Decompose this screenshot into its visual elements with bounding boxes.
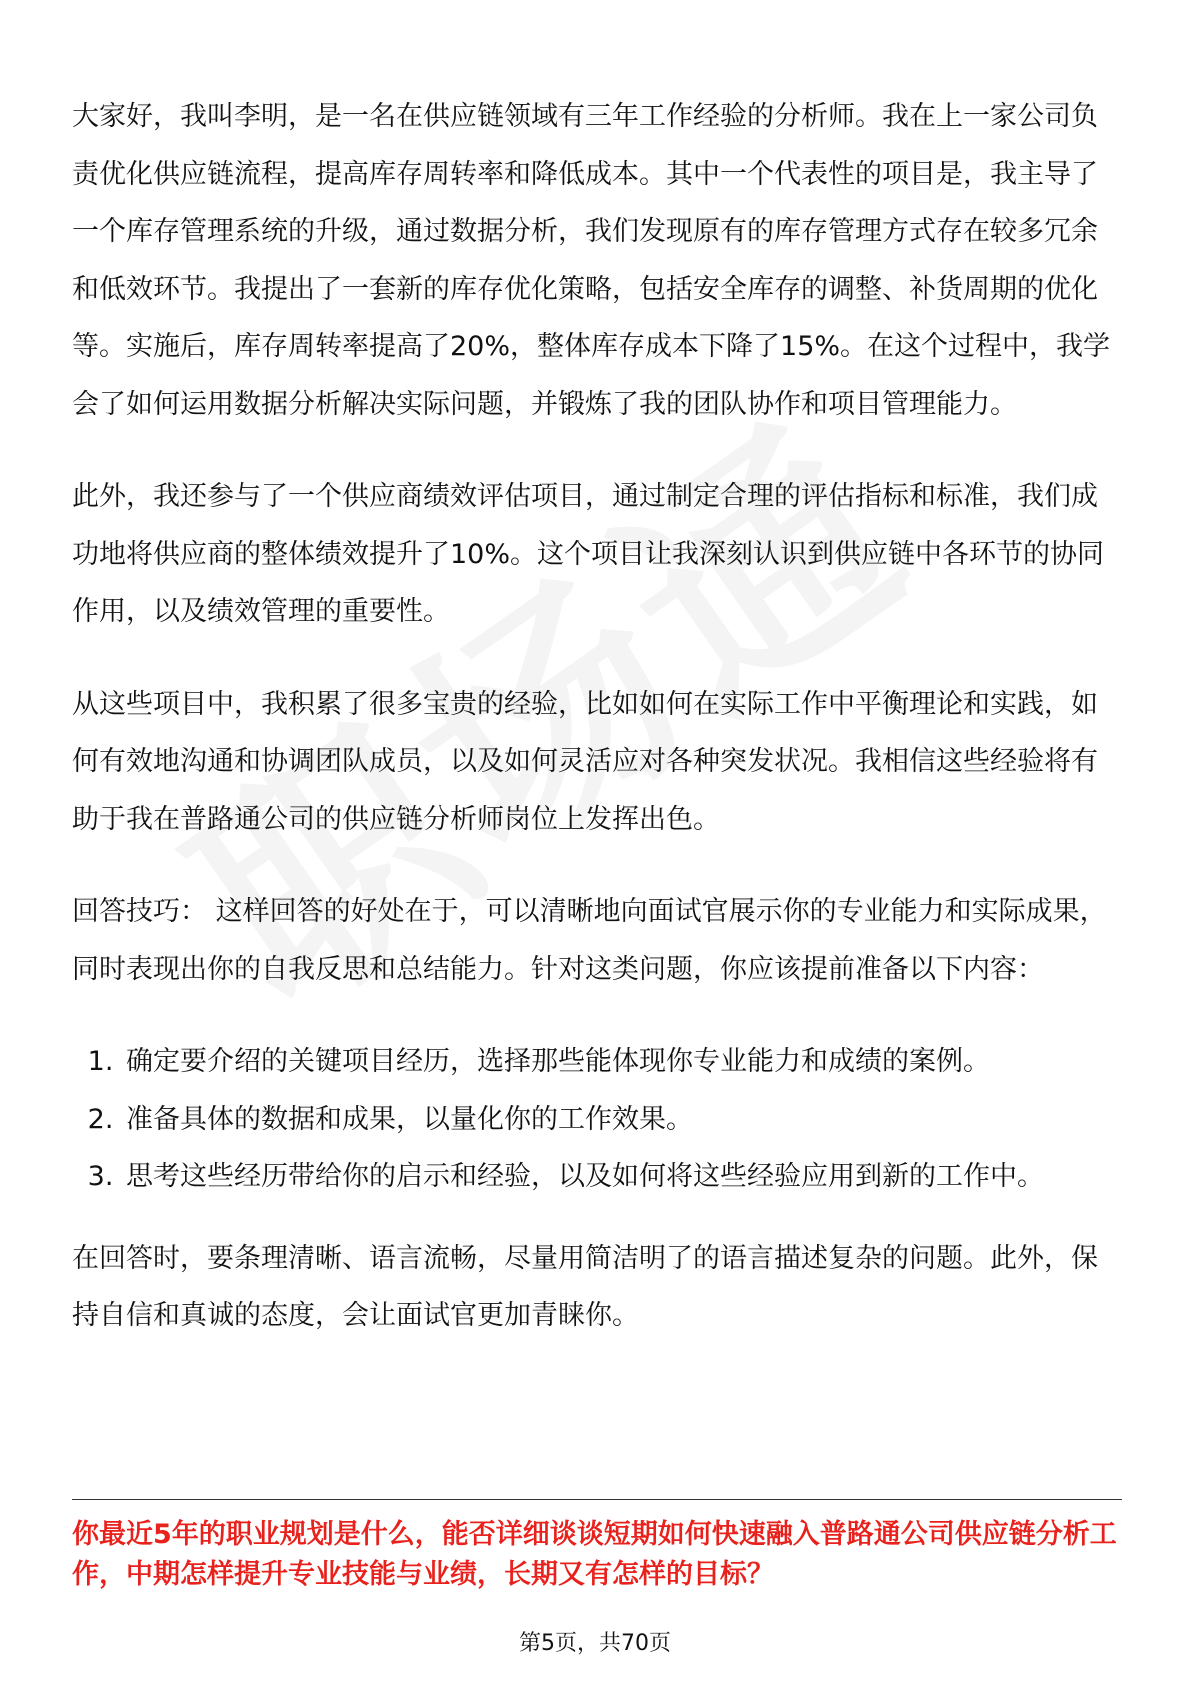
answer-body (72, 88, 1122, 1380)
answer-paragraph-3: 从这些项目中，我积累了很多宝贵的经验，比如如何在实际工作中平衡理论和实践，如何有效地沟通和协调团队成员，以及如何灵活应对各种突发状况。我相信这些经验将有助于我在普路通公司的供应链分析师岗位上发挥出色。 (72, 688, 1098, 835)
answer-paragraph-1: 大家好，我叫李明，是一名在供应链领域有三年工作经验的分析师。我在上一家公司负责优化供应链流程，提高库存周转率和降低成本。其中一个代表性的项目是，我主导了一个库存管理系统的升级，通过数据分析，我们发现原有的库存管理方式存在较多冗余和低效环节。我提出了一套新的库存优化策略，包括安全库存的调整、补货周期的优化等。实施后，库存周转率提高了20%，整体库存成本下降了15%。在这个过程中，我学会了如何运用数据分析解决实际问题，并锻炼了我的团队协作和项目管理能力。 (72, 101, 1111, 420)
answer-paragraph-2: 此外，我还参与了一个供应商绩效评估项目，通过制定合理的评估指标和标准，我们成功地将供应商的整体绩效提升了10%。这个项目让我深刻认识到供应链中各环节的协同作用，以及绩效管理的重要性。 (72, 481, 1105, 627)
tips-intro-paragraph: 回答技巧： 这样回答的好处在于，可以清晰地向面试官展示你的专业能力和实际成果，同时表现出你的自我反思和总结能力。针对这类问题，你应该提前准备以下内容： (72, 896, 1107, 985)
tips-list (72, 1033, 1122, 1206)
tip-item-2: 2. 准备具体的数据和成果，以量化你的工作效果。 (122, 1091, 1122, 1149)
closing-paragraph: 在回答时，要条理清晰、语言流畅，尽量用简洁明了的语言描述复杂的问题。此外，保持自信和真诚的态度，会让面试官更加青睐你。 (72, 1242, 1098, 1331)
section-divider (72, 1499, 1122, 1500)
tip-item-3: 3. 思考这些经历带给你的启示和经验，以及如何将这些经验应用到新的工作中。 (122, 1148, 1122, 1206)
tip-item-1: 1. 确定要介绍的关键项目经历，选择那些能体现你专业能力和成绩的案例。 (122, 1033, 1122, 1091)
next-question-heading: 你最近5年的职业规划是什么，能否详细谈谈短期如何快速融入普路通公司供应链分析工作，中期怎样提升专业技能与业绩，长期又有怎样的目标？ (72, 1519, 1117, 1590)
page-number-footer: 第5页，共70页 (519, 1631, 671, 1656)
